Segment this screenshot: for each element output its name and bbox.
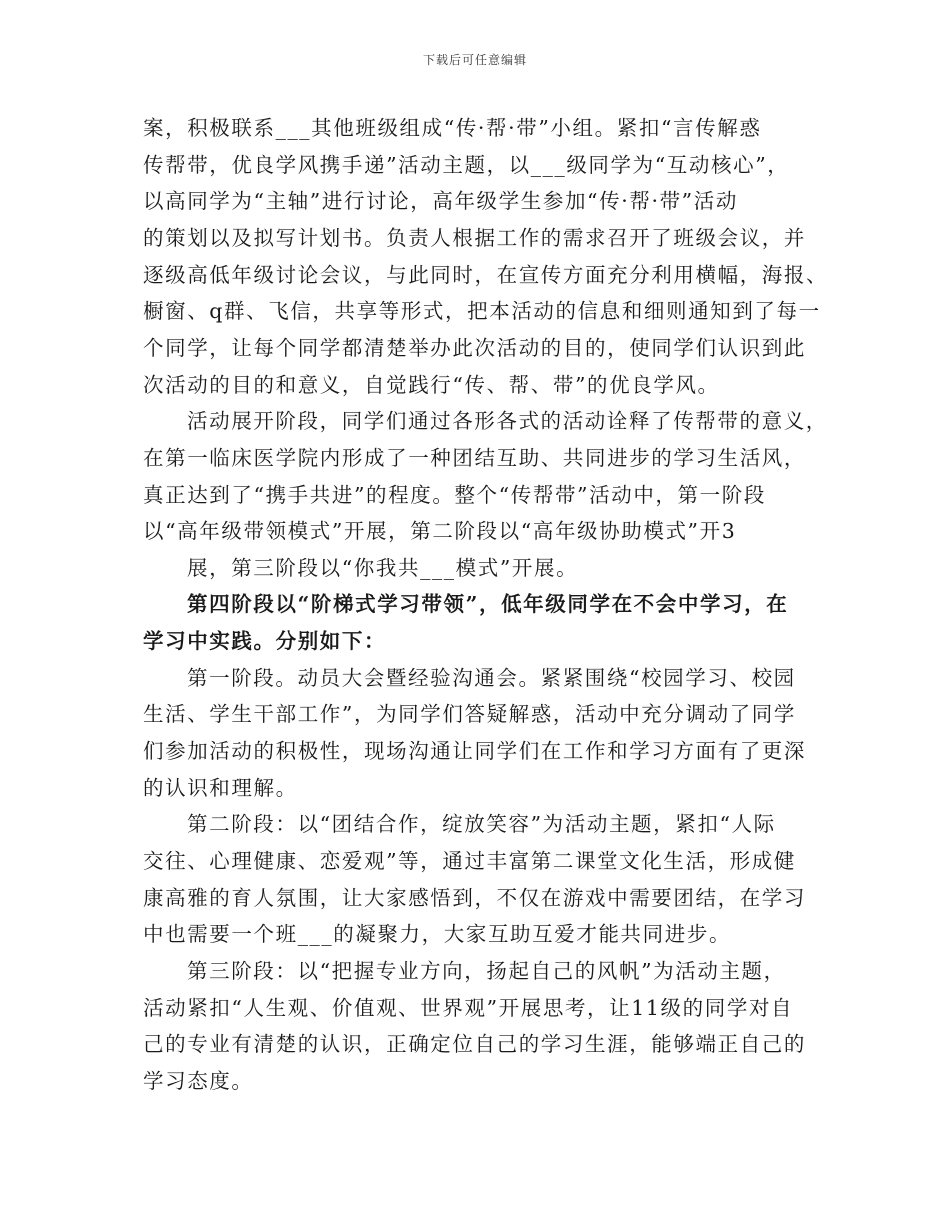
- text-line: 中也需要一个班___的凝聚力，大家互助互爱才能共同进步。: [143, 922, 732, 947]
- text-line: 交往、心理健康、恋爱观”等，通过丰富第二课堂文化生活，形成健: [143, 849, 796, 873]
- text-line: 第三阶段：以“把握专业方向，扬起自己的风帆”为活动主题，: [187, 958, 786, 983]
- text-line: 展，第三阶段以“你我共___模式”开展。: [187, 555, 579, 580]
- text-line: 活动展开阶段，同学们通过各形各式的活动诠释了传帮带的意义，: [187, 409, 828, 434]
- text-line: 康高雅的育人氛围，让大家感悟到，不仅在游戏中需要团结，在学习: [143, 885, 806, 910]
- text-line: 第二阶段：以“团结合作，绽放笑容”为活动主题，紧扣“人际: [187, 812, 776, 837]
- text-line: 传帮带，优良学风携手递”活动主题，以___级同学为“互动核心”，: [143, 152, 790, 177]
- text-line: 第四阶段以“阶梯式学习带领”，低年级同学在不会中学习，在: [187, 592, 789, 617]
- text-line: 的策划以及拟写计划书。负责人根据工作的需求召开了班级会议，并: [143, 225, 806, 250]
- text-line: 活动紧扣“人生观、价值观、世界观”开展思考，让11级的同学对自: [143, 995, 794, 1020]
- text-line: 真正达到了“携手共进”的程度。整个“传帮带”活动中，第一阶段: [143, 482, 766, 507]
- text-line: 在第一临床医学院内形成了一种团结互助、共同进步的学习生活风，: [143, 445, 806, 470]
- text-line: 逐级高低年级讨论会议，与此同时，在宣传方面充分利用横幅，海报、: [143, 262, 829, 287]
- text-line: 们参加活动的积极性，现场沟通让同学们在工作和学习方面有了更深: [143, 739, 806, 764]
- text-line: 的认识和理解。: [143, 775, 298, 800]
- text-line: 个同学，让每个同学都清楚举办此次活动的目的，使同学们认识到此: [143, 335, 806, 360]
- text-line: 以“高年级带领模式”开展，第二阶段以“高年级协助模式”开3: [143, 519, 737, 544]
- text-line: 己的专业有清楚的认识，正确定位自己的学习生涯，能够端正自己的: [143, 1032, 806, 1057]
- text-line: 次活动的目的和意义，自觉践行“传、帮、带”的优良学风。: [143, 372, 720, 397]
- page-header: 下载后可任意编辑: [422, 53, 527, 67]
- text-line: 学习中实践。分别如下：: [143, 629, 387, 654]
- text-line: 第一阶段。动员大会暨经验沟通会。紧紧围绕“校园学习、校园: [187, 665, 796, 690]
- text-line: 学习态度。: [143, 1068, 254, 1093]
- text-line: 橱窗、q群、飞信，共享等形式，把本活动的信息和细则通知到了每一: [143, 299, 821, 324]
- text-line: 案，积极联系___其他班级组成“传·帮·带”小组。紧扣“言传解惑: [143, 116, 762, 140]
- text-line: 以高同学为“主轴”进行讨论，高年级学生参加“传·帮·带”活动: [143, 189, 738, 214]
- text-line: 生活、学生干部工作”，为同学们答疑解惑，活动中充分调动了同学: [143, 702, 796, 727]
